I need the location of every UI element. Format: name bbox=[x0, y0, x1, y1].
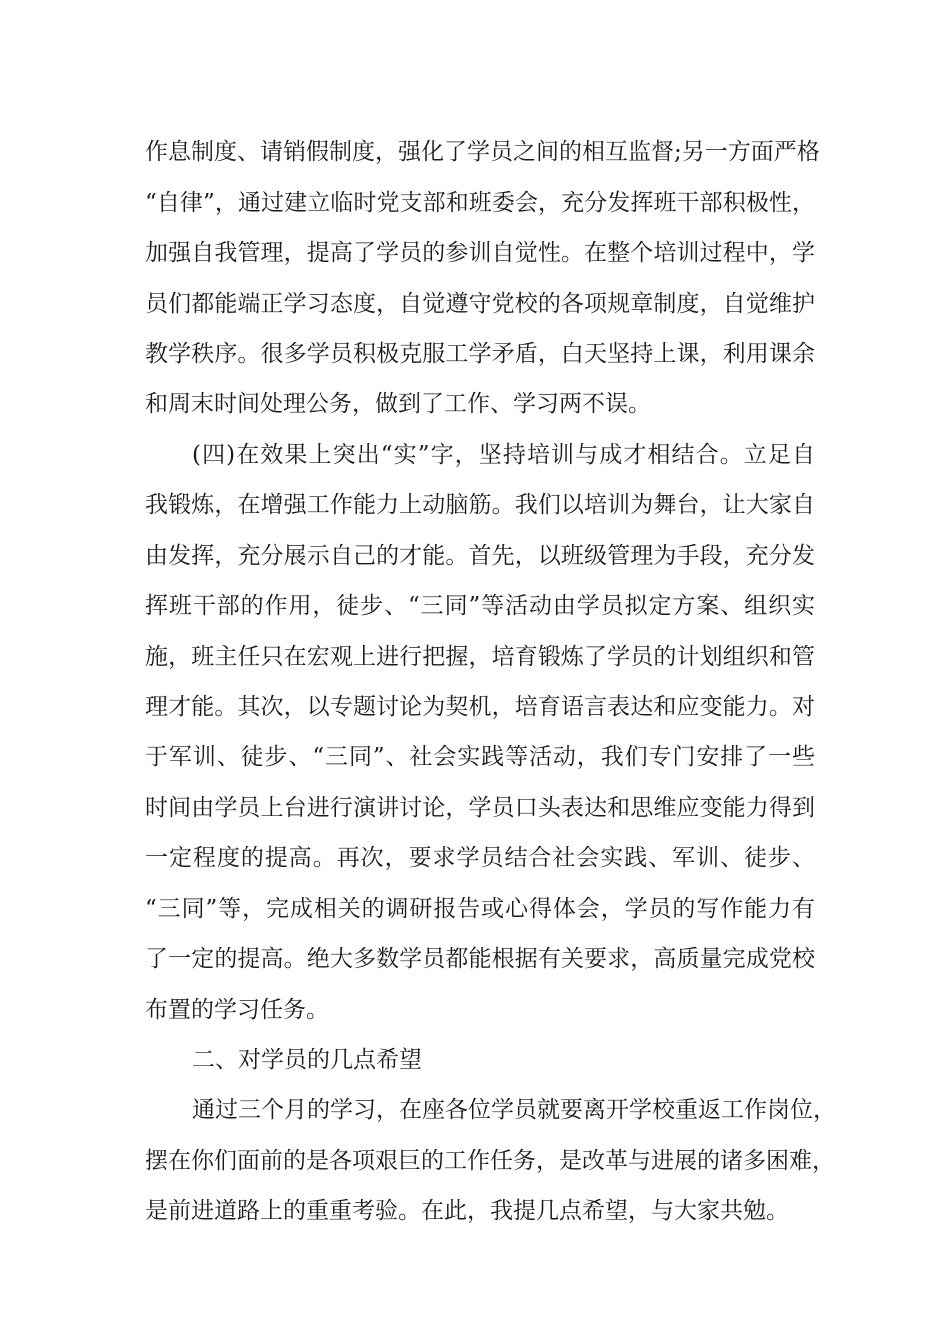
paragraph-line: 作息制度、请销假制度，强化了学员之间的相互监督;另一方面严格 bbox=[145, 139, 820, 165]
paragraph-line: 是前进道路上的重重考验。在此，我提几点希望，与大家共勉。 bbox=[145, 1198, 789, 1224]
paragraph-line: 挥班干部的作用，徒步、“三同”等活动由学员拟定方案、组织实 bbox=[145, 593, 815, 619]
paragraph-line: 由发挥，充分展示自己的才能。首先，以班级管理为手段，充分发 bbox=[145, 543, 815, 569]
paragraph-line: 通过三个月的学习，在座各位学员就要离开学校重返工作岗位， bbox=[192, 1097, 836, 1123]
paragraph-line: 理才能。其次，以专题讨论为契机，培育语言表达和应变能力。对 bbox=[145, 694, 815, 720]
paragraph-line: 时间由学员上台进行演讲讨论，学员口头表达和思维应变能力得到 bbox=[145, 795, 815, 821]
paragraph-line: 一定程度的提高。再次，要求学员结合社会实践、军训、徒步、 bbox=[145, 845, 815, 871]
section-heading: 二、对学员的几点希望 bbox=[192, 1047, 422, 1073]
paragraph-line: “自律”，通过建立临时党支部和班委会，充分发挥班干部积极性， bbox=[145, 190, 815, 216]
paragraph-line: 教学秩序。很多学员积极克服工学矛盾，白天坚持上课，利用课余 bbox=[145, 341, 815, 367]
paragraph-line: 员们都能端正学习态度，自觉遵守党校的各项规章制度，自觉维护 bbox=[145, 291, 815, 317]
paragraph-line: 摆在你们面前的是各项艰巨的工作任务，是改革与进展的诸多困难， bbox=[145, 1148, 835, 1174]
paragraph-line: 布置的学习任务。 bbox=[145, 997, 329, 1023]
paragraph-line: “三同”等，完成相关的调研报告或心得体会，学员的写作能力有 bbox=[145, 896, 815, 922]
paragraph-line: 和周末时间处理公务，做到了工作、学习两不误。 bbox=[145, 391, 651, 417]
paragraph-line: 于军训、徒步、“三同”、社会实践等活动，我们专门安排了一些 bbox=[145, 744, 815, 770]
paragraph-line: 我锻炼，在增强工作能力上动脑筋。我们以培训为舞台，让大家自 bbox=[145, 492, 815, 518]
paragraph-line: (四)在效果上突出“实”字，坚持培训与成才相结合。立足自 bbox=[192, 442, 815, 468]
paragraph-line: 了一定的提高。绝大多数学员都能根据有关要求，高质量完成党校 bbox=[145, 946, 815, 972]
paragraph-line: 施，班主任只在宏观上进行把握，培育锻炼了学员的计划组织和管 bbox=[145, 644, 815, 670]
paragraph-line: 加强自我管理，提高了学员的参训自觉性。在整个培训过程中，学 bbox=[145, 240, 815, 266]
